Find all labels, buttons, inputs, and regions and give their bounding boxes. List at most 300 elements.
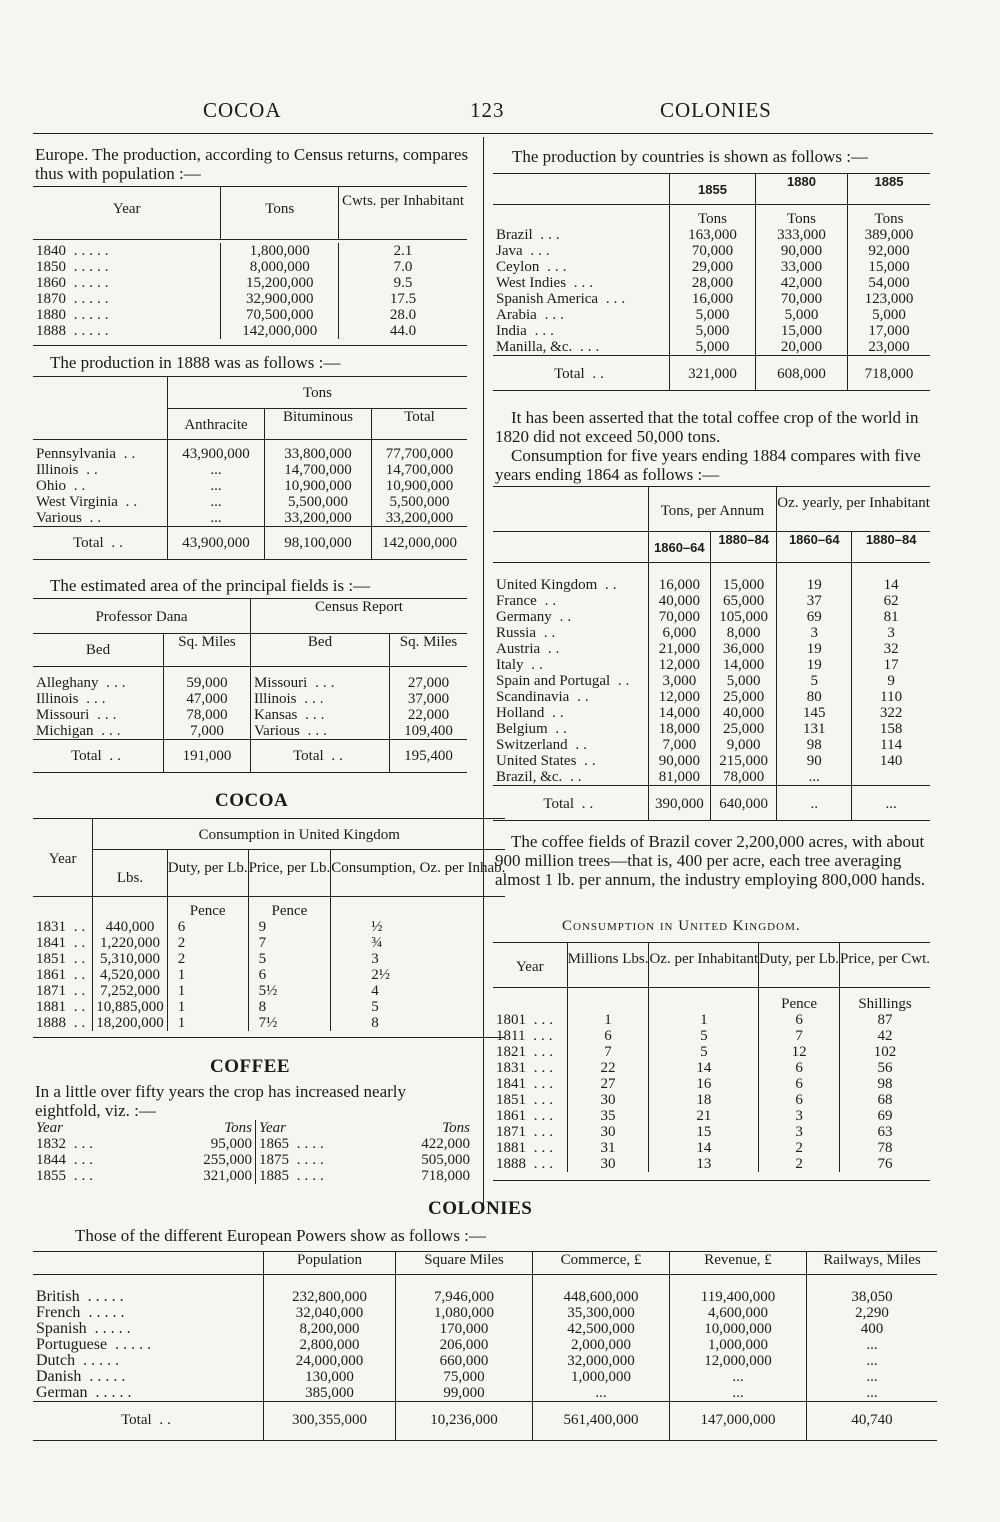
table-cell: 65,000 [711, 593, 777, 609]
table-cell: 142,000,000 [372, 527, 468, 560]
leader-dots: ..... [80, 1304, 129, 1321]
table-cell: 440,000 [93, 919, 168, 935]
table-cell: 56 [840, 1060, 930, 1076]
table-cell: 561,400,000 [533, 1402, 670, 1441]
row-label: 1841 [496, 1076, 526, 1092]
leader-dots: .. [536, 593, 561, 609]
table-cell: 19 [777, 641, 852, 657]
row-label-cell [251, 723, 390, 740]
table-cell: 255,000 [203, 1152, 252, 1168]
table-cell: 105,000 [711, 609, 777, 625]
table-row [33, 323, 467, 339]
table-row [493, 323, 930, 339]
row-label: Total [121, 1412, 152, 1428]
leader-dots: ... [66, 1136, 97, 1152]
row-label-cell [493, 1012, 567, 1028]
col-header: Year [33, 819, 93, 897]
leader-dots: ..... [66, 243, 113, 259]
leader-dots: ... [526, 1124, 557, 1140]
total-row [33, 1402, 937, 1441]
table-cell: 16,000 [670, 291, 756, 307]
table-cell: 6 [567, 1028, 649, 1044]
leader-dots: .. [66, 935, 90, 951]
table-row [493, 1076, 930, 1092]
leader-dots: .. [66, 967, 90, 983]
row-label: Illinois [36, 462, 79, 478]
table-row [33, 1168, 473, 1184]
table-cell: 14,700,000 [372, 462, 468, 478]
table-row [33, 1136, 473, 1152]
row-label-cell [256, 1152, 331, 1168]
table-cell: 33,200,000 [265, 510, 372, 527]
table-cell: ... [807, 1337, 938, 1353]
table-cell: 333,000 [756, 227, 848, 243]
table-cell: 40,000 [648, 593, 710, 609]
row-label-cell [493, 339, 670, 356]
running-head-left: COCOA [203, 98, 282, 122]
table-cell: 78,000 [711, 769, 777, 786]
table-row [33, 1289, 937, 1305]
leader-dots: .. [117, 494, 142, 510]
table-cell: 42,000 [756, 275, 848, 291]
table-cell: 32 [852, 641, 930, 657]
table-cell: 15,000 [848, 259, 931, 275]
table-row [493, 227, 930, 243]
row-label: 1881 [36, 999, 66, 1015]
leader-dots: .. [551, 609, 576, 625]
table-cell: 1,800,000 [221, 243, 338, 259]
row-label: Brazil [496, 227, 533, 243]
col-header: 1880–84 [852, 532, 930, 563]
table-cell: 76 [840, 1156, 930, 1172]
row-label-cell [33, 1136, 119, 1152]
table-cell: 78 [840, 1140, 930, 1156]
table-row [33, 1321, 937, 1337]
leader-dots: ..... [79, 1288, 128, 1305]
uk-consumption-title: Consumption in United Kingdom. [562, 918, 801, 934]
table-row [493, 673, 930, 689]
table-cell: 5,000 [756, 307, 848, 323]
table-cell: ... [168, 494, 265, 510]
col-header: 1860–64 [648, 532, 710, 563]
row-label: Illinois [36, 691, 79, 707]
table-cell: 15,000 [756, 323, 848, 339]
table-row [33, 478, 467, 494]
table-cell: 1 [567, 1012, 649, 1028]
row-label-cell [33, 707, 164, 723]
row-label-cell [493, 705, 648, 721]
leader-dots: .. [101, 748, 125, 764]
table-cell: 390,000 [648, 786, 710, 821]
row-label-cell [493, 593, 648, 609]
table-cell: 14 [649, 1060, 759, 1076]
leader-dots: ..... [81, 1368, 130, 1385]
table-cell: Pence [248, 897, 331, 920]
row-label-cell [493, 1060, 567, 1076]
row-label: 1851 [496, 1092, 526, 1108]
table-cell: 4,520,000 [93, 967, 168, 983]
row-label: 1881 [496, 1140, 526, 1156]
table-cell: 8,000,000 [221, 259, 338, 275]
leader-dots: ... [78, 691, 110, 707]
row-label: 1832 [36, 1136, 66, 1152]
row-label-cell [33, 1152, 119, 1168]
table-cell: 77,700,000 [372, 446, 468, 462]
table-row [493, 1140, 930, 1156]
table-row [493, 641, 930, 657]
table-cell: 6 [759, 1076, 840, 1092]
row-label-cell [33, 1321, 264, 1337]
row-label: 1850 [36, 259, 66, 275]
row-label-cell [493, 769, 648, 786]
col-header: Oz. per Inhabitant [649, 943, 759, 988]
header-rule [33, 133, 933, 134]
col-header: Year [33, 187, 221, 240]
row-label-cell [493, 1124, 567, 1140]
table-cell: 147,000,000 [670, 1402, 807, 1441]
table-cell: 33,000 [756, 259, 848, 275]
table-cell: 15,000 [711, 577, 777, 593]
row-label: Portuguese [36, 1336, 108, 1353]
table-cell: 3 [852, 625, 930, 641]
table-cell: 62 [852, 593, 930, 609]
table-cell: 163,000 [670, 227, 756, 243]
leader-dots: ..... [87, 1384, 136, 1401]
table-cell: 15 [649, 1124, 759, 1140]
leader-dots: .... [289, 1168, 328, 1184]
table-cell: ... [670, 1369, 807, 1385]
table-cell: 7,252,000 [93, 983, 168, 999]
table-cell: 448,600,000 [533, 1289, 670, 1305]
table-cell: 1 [649, 1012, 759, 1028]
row-label-cell [33, 307, 221, 323]
table-cell: 81,000 [648, 769, 710, 786]
row-label-cell [33, 478, 168, 494]
table-cell: 25,000 [711, 689, 777, 705]
row-label: 1861 [496, 1108, 526, 1124]
table-row [493, 737, 930, 753]
table-cell: 28,000 [670, 275, 756, 291]
table-cell: 7,946,000 [396, 1289, 533, 1305]
row-label: Russia [496, 625, 537, 641]
leader-dots: ... [526, 1076, 557, 1092]
table-cell: 10,000,000 [670, 1321, 807, 1337]
leader-dots: .. [66, 999, 90, 1015]
table-cell: 98,100,000 [265, 527, 372, 560]
table-cell: 70,000 [670, 243, 756, 259]
table-cell: 7 [567, 1044, 649, 1060]
row-label: 1821 [496, 1044, 526, 1060]
row-label: Arabia [496, 307, 537, 323]
row-label: Belgium [496, 721, 548, 737]
group-header: Census Report [251, 599, 468, 634]
table-row [493, 721, 930, 737]
column-divider [483, 137, 484, 1207]
table-cell: 321,000 [203, 1168, 252, 1184]
table-cell: 17.5 [338, 291, 467, 307]
table-cell: 10,236,000 [396, 1402, 533, 1441]
row-label: 1855 [36, 1168, 66, 1184]
coal-area-table [33, 598, 467, 773]
table-cell: 43,900,000 [168, 446, 265, 462]
table-cell [331, 897, 506, 920]
leader-dots: ... [526, 1108, 557, 1124]
table-cell: Tons [848, 205, 931, 228]
table-row [33, 1337, 937, 1353]
row-label: 1888 [496, 1156, 526, 1172]
row-label-cell [33, 1289, 264, 1305]
leader-dots: ... [98, 675, 130, 691]
table-cell: 69 [840, 1108, 930, 1124]
table-cell: 422,000 [421, 1136, 470, 1152]
para-brazil: The coffee fields of Brazil cover 2,200,000 acres, with about 900 million trees—that is, 400 per acre, each tree averaging almost 1 lb. per annum, the industry employing 800,000 hands. [495, 832, 926, 889]
row-label-cell [493, 641, 648, 657]
table-row [33, 1152, 473, 1168]
row-label-cell [33, 291, 221, 307]
table-cell [649, 988, 759, 1013]
table-cell: 7.0 [338, 259, 467, 275]
table-cell: 7,000 [648, 737, 710, 753]
leader-dots: ... [93, 723, 125, 739]
leader-dots: ... [526, 323, 558, 339]
table-cell: 5,000 [670, 307, 756, 323]
table-cell: 142,000,000 [221, 323, 338, 339]
table-cell: 232,800,000 [264, 1289, 396, 1305]
table-row [493, 1124, 930, 1140]
row-label: Michigan [36, 723, 94, 739]
row-label: 1871 [496, 1124, 526, 1140]
table-row [493, 307, 930, 323]
col-header: 1885 [848, 174, 931, 205]
table-cell: 1,080,000 [396, 1305, 533, 1321]
row-label-cell [493, 1092, 567, 1108]
table-cell: 5,000 [848, 307, 931, 323]
table-cell: 3 [759, 1108, 840, 1124]
table-cell: 32,900,000 [221, 291, 338, 307]
table-cell: 2.1 [338, 243, 467, 259]
col-header: Cwts. per Inhabitant [338, 187, 467, 240]
row-label-cell [493, 1044, 567, 1060]
col-header: Total [372, 409, 468, 440]
table-cell: 78,000 [164, 707, 251, 723]
table-cell: 54,000 [848, 275, 931, 291]
table-cell: 2,290 [807, 1305, 938, 1321]
table-cell: ... [168, 478, 265, 494]
table-row [493, 689, 930, 705]
table-cell: 22 [567, 1060, 649, 1076]
row-label-cell [33, 951, 93, 967]
table-cell: 16 [649, 1076, 759, 1092]
table-cell: 30 [567, 1124, 649, 1140]
table-cell: 32,040,000 [264, 1305, 396, 1321]
leader-dots: ... [296, 691, 328, 707]
row-label-cell [33, 1015, 93, 1031]
leader-dots: ... [299, 723, 331, 739]
table-cell: 6 [759, 1060, 840, 1076]
row-label-cell [33, 675, 164, 691]
table-cell: 102 [840, 1044, 930, 1060]
row-label-cell [493, 259, 670, 275]
row-label-cell [33, 275, 221, 291]
table-row [33, 307, 467, 323]
population-table [33, 186, 467, 346]
table-row [33, 983, 505, 999]
table-cell: 70,500,000 [221, 307, 338, 323]
col-header: Sq. Miles [390, 634, 468, 667]
table-cell: 158 [852, 721, 930, 737]
table-cell: 385,000 [264, 1385, 396, 1402]
col-header: Bed [85, 642, 111, 658]
table-row [33, 707, 467, 723]
group-header: Tons, per Annum [648, 487, 777, 532]
para-crop-1820: It has been asserted that the total coffee crop of the world in 1820 did not exceed 50,000 tons. [495, 408, 919, 446]
table-cell: 5 [331, 999, 506, 1015]
table-cell: 17,000 [848, 323, 931, 339]
table-cell: 40,740 [807, 1402, 938, 1441]
col-header: 1855 [670, 174, 756, 205]
table-cell: 1,000,000 [533, 1369, 670, 1385]
table-cell: 98 [777, 737, 852, 753]
row-label-cell [493, 1076, 567, 1092]
table-cell: 131 [777, 721, 852, 737]
table-cell: ... [807, 1385, 938, 1402]
col-header: Price, per Lb. [248, 850, 331, 897]
row-label: United Kingdom [496, 577, 598, 593]
table-cell [33, 897, 93, 920]
table-row [33, 510, 467, 527]
table-row [493, 577, 930, 593]
leader-dots: ..... [86, 1320, 135, 1337]
table-cell: 4 [331, 983, 506, 999]
table-cell: 322 [852, 705, 930, 721]
col-header: Duty, per Lb. [167, 850, 248, 897]
table-cell: 5 [649, 1028, 759, 1044]
row-label: 1875 [259, 1152, 289, 1168]
coffee-crop-table [33, 1120, 473, 1184]
left-intro: Europe. The production, according to Census returns, compares thus with population :— [35, 145, 469, 183]
leader-dots: .. [597, 577, 621, 593]
row-label-cell [33, 446, 168, 462]
table-cell: 6,000 [648, 625, 710, 641]
table-row [33, 1353, 937, 1369]
table-cell: 5,000 [670, 339, 756, 356]
table-cell: 90,000 [756, 243, 848, 259]
table-cell: 30 [567, 1092, 649, 1108]
table-cell: 44.0 [338, 323, 467, 339]
table-cell: 25,000 [711, 721, 777, 737]
leader-dots: .. [323, 748, 347, 764]
leader-dots: .. [66, 919, 90, 935]
row-label: 1840 [36, 243, 66, 259]
row-label-cell [493, 786, 648, 821]
leader-dots: ..... [66, 323, 113, 339]
table-cell: 195,400 [390, 740, 468, 773]
table-cell: 59,000 [164, 675, 251, 691]
table-cell: ... [533, 1385, 670, 1402]
table-row [493, 1156, 930, 1172]
row-label: France [496, 593, 537, 609]
table-cell: 87 [840, 1012, 930, 1028]
row-label-cell [493, 609, 648, 625]
row-label-cell [493, 1140, 567, 1156]
table-cell: 33,800,000 [265, 446, 372, 462]
table-cell: 14 [852, 577, 930, 593]
row-label-cell [33, 259, 221, 275]
row-label: Ohio [36, 478, 66, 494]
row-label-cell [493, 227, 670, 243]
units-row [33, 897, 505, 920]
leader-dots: ... [526, 1060, 557, 1076]
row-label-cell [33, 1402, 264, 1441]
table-cell: 5,000 [711, 673, 777, 689]
table-cell: 38,050 [807, 1289, 938, 1305]
leader-dots: ... [307, 675, 339, 691]
table-cell: 5,500,000 [265, 494, 372, 510]
row-label: Missouri [36, 707, 90, 723]
row-label-cell [493, 1028, 567, 1044]
leader-dots: ... [532, 227, 564, 243]
table-row [33, 1015, 505, 1031]
table-cell: 81 [852, 609, 930, 625]
coffee-section-title: COFFEE [210, 1056, 291, 1077]
table-cell: 18,000 [648, 721, 710, 737]
table-cell: 75,000 [396, 1369, 533, 1385]
table-row [33, 494, 467, 510]
row-label: 1841 [36, 935, 66, 951]
table-cell: 47,000 [164, 691, 251, 707]
leader-dots: ..... [75, 1352, 124, 1369]
row-label: 1888 [36, 323, 66, 339]
table-cell: 7,000 [164, 723, 251, 740]
row-label: 1844 [36, 1152, 66, 1168]
table-cell: 389,000 [848, 227, 931, 243]
col-header: Consumption, Oz. per Inhab. [331, 850, 506, 897]
col-header: Lbs. [93, 850, 168, 897]
row-label: Scandinavia [496, 689, 570, 705]
table-cell: 40,000 [711, 705, 777, 721]
table-cell: 4,600,000 [670, 1305, 807, 1321]
row-label: Dutch [36, 1352, 76, 1369]
table-cell: 7 [248, 935, 331, 951]
table-cell: 31 [567, 1140, 649, 1156]
row-label: Spanish [36, 1320, 87, 1337]
row-label-cell [33, 510, 168, 527]
total-row [33, 740, 467, 773]
leader-dots: ..... [66, 291, 113, 307]
table-cell: 206,000 [396, 1337, 533, 1353]
table-cell: 1,220,000 [93, 935, 168, 951]
table-cell: ... [807, 1353, 938, 1369]
row-label: 1861 [36, 967, 66, 983]
table-cell: 1 [167, 967, 248, 983]
page-number: 123 [470, 98, 505, 122]
table-cell: 15,200,000 [221, 275, 338, 291]
col-header: Bituminous [265, 409, 372, 440]
row-label-cell [33, 1369, 264, 1385]
row-label-cell [33, 462, 168, 478]
table-cell: 80 [777, 689, 852, 705]
table-cell: 2 [167, 935, 248, 951]
row-label: Pennsylvania [36, 446, 116, 462]
leader-dots: ... [526, 1140, 557, 1156]
row-label: Austria [496, 641, 541, 657]
table-cell: 1,000,000 [670, 1337, 807, 1353]
row-label: Germany [496, 609, 552, 625]
row-label-cell [493, 737, 648, 753]
leader-dots: .. [569, 689, 593, 705]
col-header: Commerce, £ [533, 1252, 670, 1275]
table-cell: 123,000 [848, 291, 931, 307]
